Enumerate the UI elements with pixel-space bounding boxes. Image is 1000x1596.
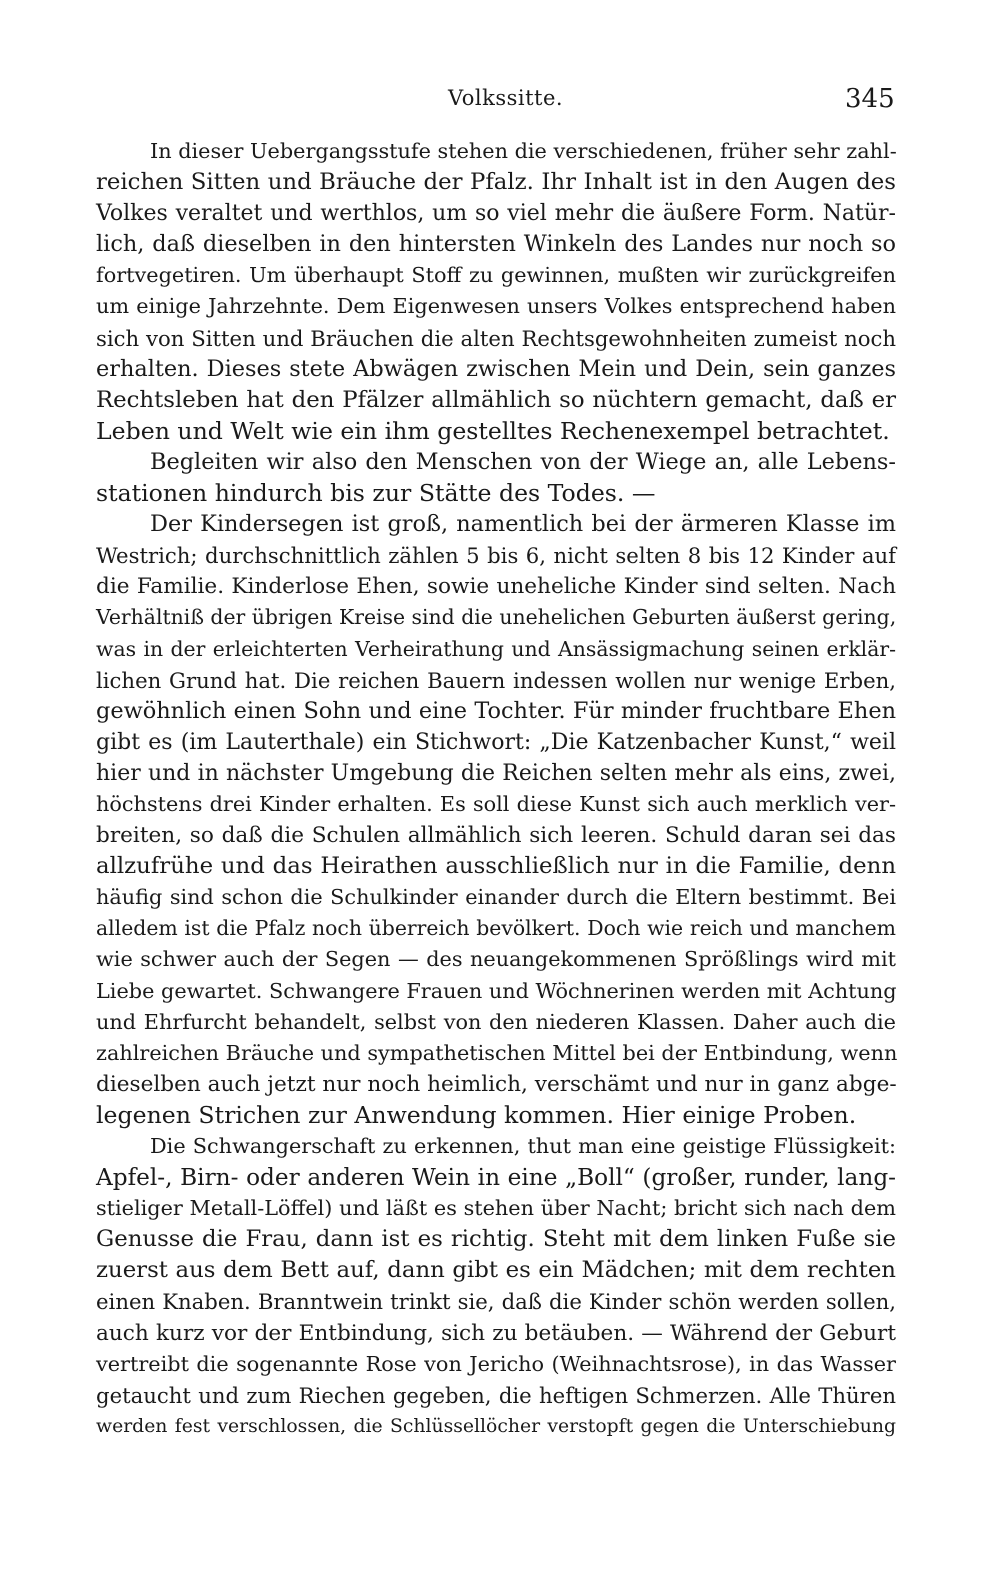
text-line: getaucht und zum Riechen gegeben, die heftigen Schmerzen. Alle Thüren bbox=[96, 1382, 896, 1408]
page-number: 345 bbox=[845, 84, 895, 114]
text-line: Leben und Welt wie ein ihm gestelltes Rechenexempel betrachtet. bbox=[96, 416, 890, 445]
text-line: reichen Sitten und Bräuche der Pfalz. Ihr Inhalt ist in den Augen des bbox=[96, 169, 896, 196]
text-line: Verhältniß der übrigen Kreise sind die unehelichen Geburten äußerst gering, bbox=[96, 605, 897, 630]
text-line: höchstens drei Kinder erhalten. Es soll diese Kunst sich auch merklich ver- bbox=[96, 791, 896, 816]
text-line: Liebe gewartet. Schwangere Frauen und Wöchnerinen werden mit Achtung bbox=[96, 978, 897, 1003]
text-line: breiten, so daß die Schulen allmählich sich leeren. Schuld daran sei das bbox=[96, 823, 896, 849]
text-line: Westrich; durchschnittlich zählen 5 bis 6, nicht selten 8 bis 12 Kinder auf bbox=[96, 543, 896, 569]
text-line: zuerst aus dem Bett auf, dann gibt es ein Mädchen; mit dem rechten bbox=[96, 1257, 896, 1284]
text-line: Die Schwangerschaft zu erkennen, thut man eine geistige Flüssigkeit: bbox=[150, 1134, 896, 1158]
text-line: Rechtsleben hat den Pfälzer allmählich so nüchtern gemacht, daß er bbox=[96, 386, 896, 413]
text-line: sich von Sitten und Bräuchen die alten Rechtsgewohnheiten zumeist noch bbox=[96, 325, 896, 351]
text-line: wie schwer auch der Segen — des neuangekommenen Sprößlings wird mit bbox=[96, 947, 896, 972]
body-text bbox=[96, 136, 896, 1442]
running-title: Volkssitte. bbox=[448, 86, 564, 110]
text-line: einen Knaben. Branntwein trinkt sie, daß die Kinder schön werden sollen, bbox=[96, 1289, 896, 1315]
text-line: erhalten. Dieses stete Abwägen zwischen Mein und Dein, sein ganzes bbox=[96, 355, 896, 382]
text-line: Apfel-, Birn- oder anderen Wein in eine „Boll“ (großer, runder, lang- bbox=[96, 1164, 896, 1192]
text-line: was in der erleichterten Verheirathung und Ansässigmachung seinen erklär- bbox=[96, 636, 896, 661]
text-line: stationen hindurch bis zur Stätte des Todes. — bbox=[96, 479, 656, 508]
text-line: zahlreichen Bräuche und sympathetischen Mittel bei der Entbindung, wenn bbox=[96, 1040, 898, 1065]
text-line: vertreibt die sogenannte Rose von Jericho (Weihnachtsrose), in das Wasser bbox=[96, 1351, 896, 1376]
text-line: alledem ist die Pfalz noch überreich bevölkert. Doch wie reich und manchem bbox=[96, 916, 896, 941]
text-line: allzufrühe und das Heirathen ausschließlich nur in die Familie, denn bbox=[96, 853, 896, 880]
text-line: gewöhnlich einen Sohn und eine Tochter. Für minder fruchtbare Ehen bbox=[96, 697, 896, 724]
text-line: lich, daß dieselben in den hintersten Winkeln des Landes nur noch so bbox=[96, 231, 896, 258]
text-line: Begleiten wir also den Menschen von der Wiege an, alle Lebens- bbox=[150, 448, 896, 475]
text-line: dieselben auch jetzt nur noch heimlich, verschämt und nur in ganz abge- bbox=[96, 1071, 897, 1097]
text-line: werden fest verschlossen, die Schlüssellöcher verstopft gegen die Unterschiebung bbox=[96, 1415, 896, 1437]
text-line: gibt es (im Lauterthale) ein Stichwort: „Die Katzenbacher Kunst,“ weil bbox=[96, 729, 896, 755]
text-line: Genusse die Frau, dann ist es richtig. Steht mit dem linken Fuße sie bbox=[96, 1226, 896, 1253]
text-line: hier und in nächster Umgebung die Reichen selten mehr als eins, zwei, bbox=[96, 760, 896, 786]
text-line: und Ehrfurcht behandelt, selbst von den niederen Klassen. Daher auch die bbox=[96, 1009, 896, 1034]
text-line: In dieser Uebergangsstufe stehen die verschiedenen, früher sehr zahl- bbox=[150, 139, 897, 163]
text-line: häufig sind schon die Schulkinder einander durch die Eltern bestimmt. Bei bbox=[96, 885, 896, 910]
text-line: Der Kindersegen ist groß, namentlich bei der ärmeren Klasse im bbox=[150, 511, 896, 538]
text-line: lichen Grund hat. Die reichen Bauern indessen wollen nur wenige Erben, bbox=[96, 667, 896, 693]
text-line: stieliger Metall-Löffel) und läßt es stehen über Nacht; bricht sich nach dem bbox=[96, 1196, 896, 1221]
text-line: auch kurz vor der Entbindung, sich zu betäuben. — Während der Geburt bbox=[96, 1320, 896, 1346]
text-line: legenen Strichen zur Anwendung kommen. Hier einige Proben. bbox=[96, 1100, 857, 1129]
text-line: fortvegetiren. Um überhaupt Stoff zu gewinnen, mußten wir zurückgreifen bbox=[96, 263, 896, 288]
text-line: die Familie. Kinderlose Ehen, sowie uneheliche Kinder sind selten. Nach bbox=[96, 574, 896, 600]
text-line: Volkes veraltet und werthlos, um so viel mehr die äußere Form. Natür- bbox=[96, 201, 896, 227]
text-line: um einige Jahrzehnte. Dem Eigenwesen unsers Volkes entsprechend haben bbox=[96, 294, 896, 319]
